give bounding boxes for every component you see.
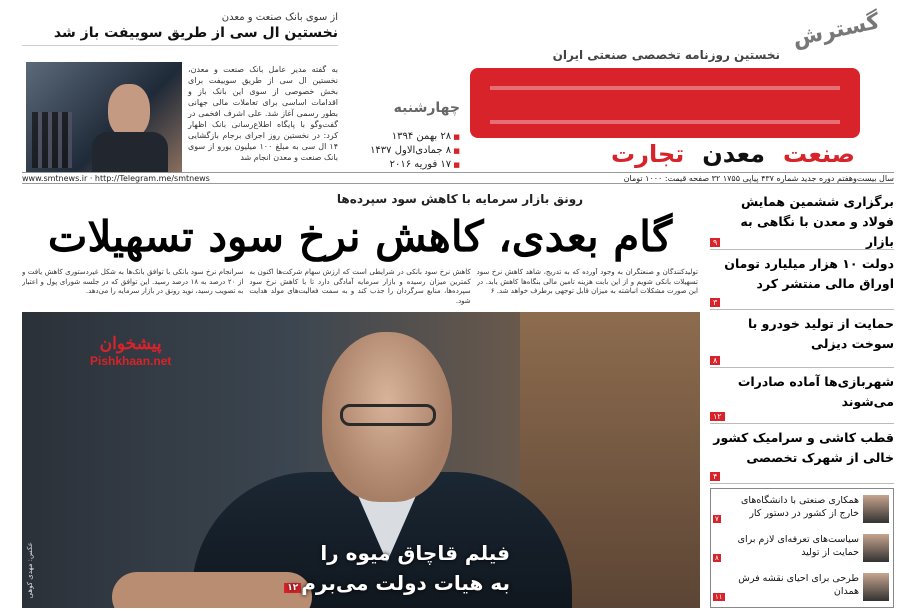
issue-info-strip xyxy=(22,172,894,184)
watermark-fa: پیشخوان xyxy=(99,334,162,354)
logo-word-1: صنعت xyxy=(783,140,855,168)
watermark-en: Pishkhaan.net xyxy=(90,354,172,368)
newspaper-logo xyxy=(460,8,880,168)
website-links[interactable]: www.smtnews.ir · http://Telegram.me/smtnews xyxy=(22,174,210,183)
box-item[interactable] xyxy=(711,569,893,605)
photo-caption-line-1: فیلم قاچاق میوه را xyxy=(320,541,510,565)
teaser-title[interactable]: نخستین ال سی از طریق سوییفت باز شد xyxy=(22,25,338,46)
watermark xyxy=(90,334,171,368)
page-badge: ۷ xyxy=(715,515,719,523)
photo-caption-line-2: به هیات دولت می‌برم xyxy=(301,571,510,595)
logo-word-2: معدن xyxy=(702,140,766,168)
lead-columns xyxy=(22,268,698,308)
issue-details: سال بیست‌وهفتم دوره جدید شماره ۴۳۷ پیاپی ۱۷۵۵ ۳۲ صفحه قیمت: ۱۰۰۰ تومان xyxy=(623,174,894,183)
box-item[interactable] xyxy=(711,491,893,527)
page-badge: ۴ xyxy=(710,472,720,481)
box-item-thumbnail xyxy=(863,534,889,562)
sidebar-item-title: برگزاری ششمین همایش فولاد و معدن با نگاهی به بازار xyxy=(740,194,894,249)
masthead xyxy=(0,0,900,175)
sidebar-item-title: حمایت از تولید خودرو با سوخت دیزلی xyxy=(747,316,894,351)
lead-column-3: سرانجام نرخ سود بانکی با توافق بانک‌ها به شکل غیردستوری کاهش یافت و از ۲۰ درصد به ۱۸ درصد رسید. این توافق که در جلسه شورای پول و اعتبار به تصویب رسید، نوید رونق در بازار سرمایه را می‌دهد. xyxy=(22,268,244,295)
sidebar-item[interactable] xyxy=(710,372,894,424)
sidebar-headlines xyxy=(710,192,894,608)
glasses-icon xyxy=(340,404,436,426)
box-item-thumbnail xyxy=(863,573,889,601)
logo-mark xyxy=(470,68,860,138)
page-badge: ۱۱ xyxy=(715,593,723,601)
date-gregorian: ■ ۱۷ فوریه ۲۰۱۶ xyxy=(370,158,460,172)
microphones-image xyxy=(32,112,72,168)
logo-word-3: تجارت xyxy=(611,140,685,168)
page-badge: ۱۲ xyxy=(284,583,301,593)
teaser-article[interactable] xyxy=(22,12,338,172)
weekday: چهارشنبه xyxy=(393,100,460,116)
issue-dates xyxy=(370,130,460,172)
page-badge: ۹ xyxy=(710,238,720,247)
box-item-title: همکاری صنعتی با دانشگاه‌های خارج از کشور در دستور کار xyxy=(740,495,859,519)
speaker-suit xyxy=(92,132,168,172)
lead-column-2: کاهش نرخ سود بانکی در شرایطی است که ارزش سهام شرکت‌ها اکنون به کمترین میزان رسیده و بازار سرمایه آمادگی دارد تا با کاهش نرخ سود سپرده‌ها، منابع سرگردان را جذب کند و به سمت فعالیت‌های مولد هدایت شود. xyxy=(249,268,471,305)
page-badge: ۸ xyxy=(710,356,720,365)
photo-caption[interactable] xyxy=(280,538,510,603)
main-kicker: رونق بازار سرمایه با کاهش سود سپرده‌ها xyxy=(336,192,584,206)
speaker-face xyxy=(108,84,150,138)
page-badge: ۸ xyxy=(715,554,719,562)
main-headline[interactable]: گام بعدی، کاهش نرخ سود تسهیلات xyxy=(47,212,673,261)
date-lunar: ■ ۸ جمادی‌الاول ۱۴۳۷ xyxy=(370,144,460,158)
sidebar-item[interactable] xyxy=(710,314,894,368)
sidebar-item[interactable] xyxy=(710,192,894,250)
photo-credit: عکس: مهدی کوهی xyxy=(26,542,34,599)
lead-column-1: تولیدکنندگان و صنعتگران به وجود آورده که به تدریج، شاهد کاهش نرخ سود تسهیلات بانکی شویم و از این بابت هزینه تامین مالی بنگاه‌ها کاهش یابد. در این صورت مشکلات انباشته به میزان قابل توجهی برطرف خواهد شد. ۶ xyxy=(476,268,698,295)
box-item-thumbnail xyxy=(863,495,889,523)
page-badge: ۳ xyxy=(710,298,720,307)
box-item-title: سیاست‌های تعرفه‌ای لازم برای حمایت از تولید xyxy=(737,534,859,558)
logo-tagline: نخستین روزنامه تخصصی صنعتی ایران xyxy=(552,48,780,62)
teaser-kicker: از سوی بانک صنعت و معدن xyxy=(221,12,338,23)
sidebar-item-title: شهربازی‌ها آماده صادرات می‌شوند xyxy=(737,374,894,409)
sidebar-box xyxy=(710,488,894,608)
teaser-photo xyxy=(26,62,182,172)
sidebar-item[interactable] xyxy=(710,428,894,484)
logo-words xyxy=(611,140,855,168)
sidebar-item-title: قطب کاشی و سرامیک کشور خالی از شهرک تخصصی xyxy=(713,430,894,465)
sidebar-item[interactable] xyxy=(710,254,894,310)
date-solar: ■ ۲۸ بهمن ۱۳۹۴ xyxy=(370,130,460,144)
teaser-body: به گفته مدیر عامل بانک صنعت و معدن، نخستین ال سی از طریق سوییفت برای بخش خصوصی از سوی این بانک باز و اقدامات اساسی برای تعاملات مالی جهانی بطور رسمی آغاز شد. علی اشرف افخمی در گفت‌وگو با پایگاه اطلاع‌رسانی بانک اظهار کرد: در نخستین روز اجرای برجام بازگشایی ۱۴ ال سی به مبلغ ۱۰۰ میلیون یورو از سوی بانک صنعت و معدن انجام شد xyxy=(188,65,338,162)
sidebar-item-title: دولت ۱۰ هزار میلیارد تومان اوراق مالی منتشر کرد xyxy=(724,256,894,291)
logo-subtitle: گسترش xyxy=(790,9,882,52)
page-badge: ۱۲ xyxy=(710,412,725,421)
box-item-title: طرحی برای احیای نقشه فرش همدان xyxy=(738,573,859,597)
box-item[interactable] xyxy=(711,530,893,566)
